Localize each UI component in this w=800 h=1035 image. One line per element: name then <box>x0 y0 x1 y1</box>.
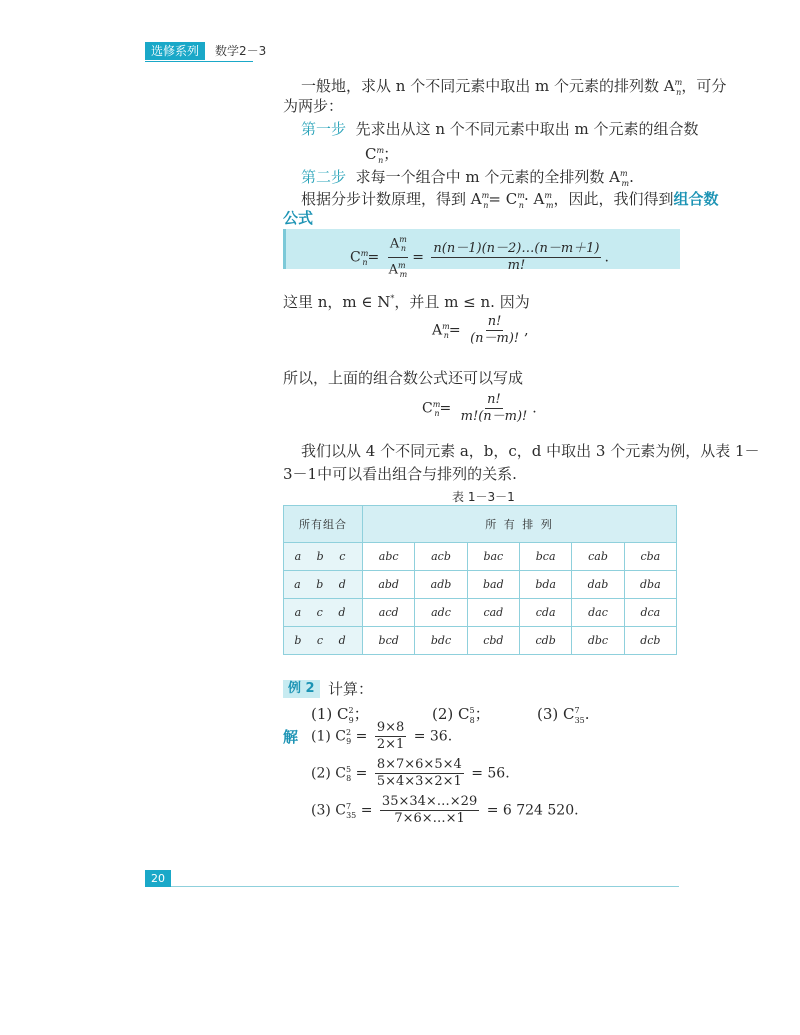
para2-highlight: 公式 <box>283 209 314 227</box>
perm-cell: abd <box>363 571 415 599</box>
combo-cell: a b c <box>284 543 363 571</box>
combination-formula: $C^m_n=$ $\frac{A^m_n}{A^m_m}$ = $\frac{n(n-1)(n-2)\dots(n-m+1)}{m!}$ . <box>350 232 609 283</box>
step2-label: 第二步 <box>301 168 347 186</box>
para2-line1: 根据分步计数原理，得到 $A^m_n= C^m_n\cdot A^m_m$，因此，我们得到组合数 <box>301 190 719 210</box>
header-rule <box>145 61 253 62</box>
question-3: (3) $C^7_{35}$. <box>537 705 590 725</box>
perm-cell: dcb <box>624 627 676 655</box>
perm-cell: dca <box>624 599 676 627</box>
combo-cell: a c d <box>284 599 363 627</box>
perm-cell: cad <box>467 599 519 627</box>
header-combinations: 所有组合 <box>284 506 363 543</box>
perm-cell: acd <box>363 599 415 627</box>
page-number: 20 <box>145 870 171 887</box>
perm-cell: cda <box>519 599 571 627</box>
question-2: (2) $C^5_8$； <box>432 705 490 725</box>
book-title: 数学2－3 <box>215 44 267 58</box>
perm-cell: dbc <box>572 627 624 655</box>
perm-cell: bdc <box>415 627 467 655</box>
perm-cell: bda <box>519 571 571 599</box>
perm-cell: cab <box>572 543 624 571</box>
example-title: 计算： <box>328 680 374 698</box>
perm-cell: bcd <box>363 627 415 655</box>
perm-cell: dab <box>572 571 624 599</box>
perm-cell: cdb <box>519 627 571 655</box>
perm-cell: adb <box>415 571 467 599</box>
combination-formula-alt: $C^m_n=$ $\frac{n!}{m!(n-m)!}$ . <box>422 392 537 424</box>
question-1: (1) $C^2_9$； <box>311 705 369 725</box>
perm-cell: cbd <box>467 627 519 655</box>
perm-cell: bca <box>519 543 571 571</box>
step1-cont: $C^m_n$； <box>365 145 399 165</box>
table-row <box>284 627 677 655</box>
para4: 所以，上面的组合数公式还可以写成 <box>283 369 524 387</box>
series-tag: 选修系列 <box>145 42 205 60</box>
perm-cell: abc <box>363 543 415 571</box>
combo-cell: b c d <box>284 627 363 655</box>
combo-cell: a b d <box>284 571 363 599</box>
perm-cell: dba <box>624 571 676 599</box>
para5-line1: 我们以从 4 个不同元素 a，b，c，d 中取出 3 个元素为例，从表 1－ <box>301 442 760 460</box>
example-tag: 例 2 <box>283 680 320 698</box>
perm-cell: adc <box>415 599 467 627</box>
para5-line2: 3－1中可以看出组合与排列的关系. <box>283 465 517 483</box>
para1-line2: 为两步： <box>283 97 344 115</box>
combination-permutation-table <box>283 505 677 655</box>
table-row <box>284 543 677 571</box>
perm-cell: cba <box>624 543 676 571</box>
header-permutations: 所 有 排 列 <box>363 506 677 543</box>
step2: 第二步 求每一个组合中 m 个元素的全排列数 $A^m_m$. <box>301 168 634 188</box>
table-row <box>284 571 677 599</box>
footer-rule <box>171 886 679 887</box>
table-caption: 表 1－3－1 <box>452 490 515 504</box>
step1: 第一步 先求出从这 n 个不同元素中取出 m 个元素的组合数 <box>301 120 699 138</box>
para3: 这里 n，m ∈ N*，并且 m ≤ n. 因为 <box>283 293 530 311</box>
solution-2: (2) $C^5_8$ = $\frac{8\times 7\times 6\times 5\times 4}{5\times 4\times 3\times 2\times 1}$ = 56. <box>311 757 510 789</box>
solution-label: 解 <box>283 728 299 746</box>
solution-1: (1) $C^2_9$ = $\frac{9\times 8}{2\times 1}$ = 36. <box>311 720 453 752</box>
perm-cell: acb <box>415 543 467 571</box>
perm-cell: bac <box>467 543 519 571</box>
solution-3: (3) $C^7_{35}$ = $\frac{35\times 34\times\dots\times 29}{7\times 6\times\dots\times 1}$ = 6 724 520. <box>311 794 579 826</box>
permutation-formula: $A^m_n=$ $\frac{n!}{(n-m)!}$ , <box>432 314 529 346</box>
step1-label: 第一步 <box>301 120 347 138</box>
perm-cell: bad <box>467 571 519 599</box>
table-header-row <box>284 506 677 543</box>
perm-cell: dac <box>572 599 624 627</box>
para1-line1: 一般地，求从 n 个不同元素中取出 m 个元素的排列数 $A^m_n$，可分 <box>301 77 727 97</box>
table-row <box>284 599 677 627</box>
